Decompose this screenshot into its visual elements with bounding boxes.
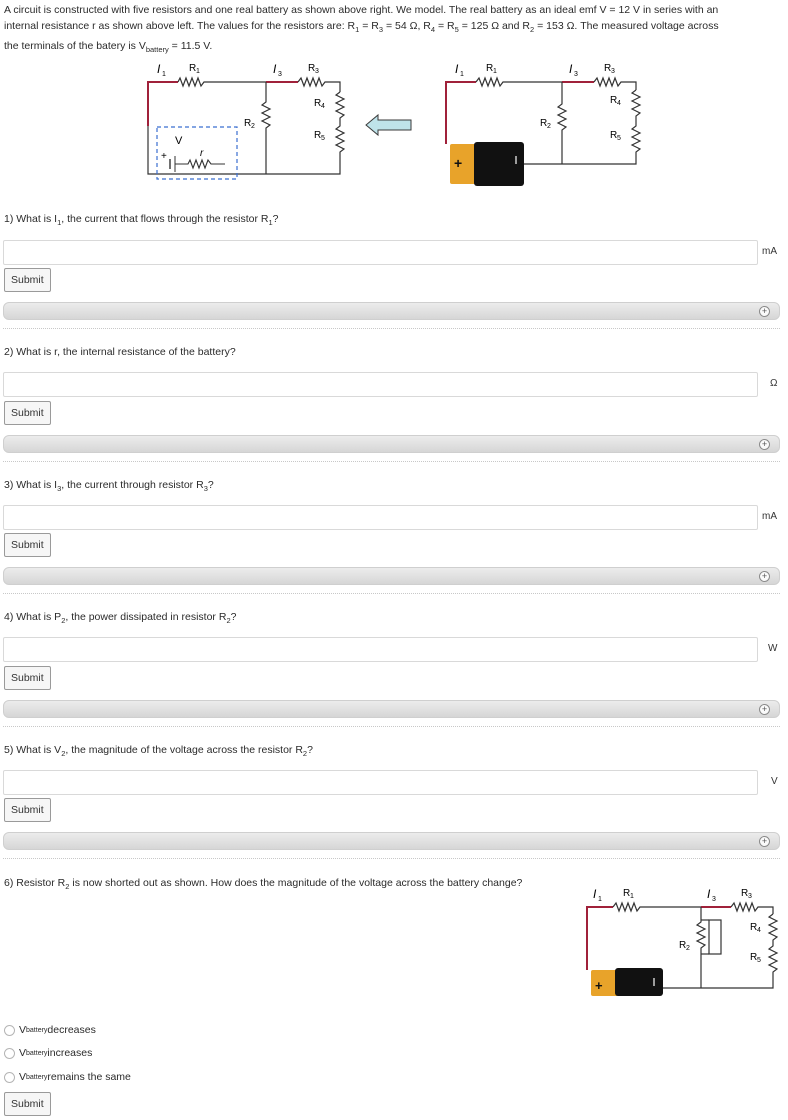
question-4-text: 4) What is $P_2$, the power dissipated in resistor $R_2$? bbox=[4, 611, 237, 626]
svg-text:R: R bbox=[604, 63, 612, 74]
svg-text:3: 3 bbox=[748, 893, 752, 900]
unit-label: mA bbox=[762, 511, 777, 522]
svg-text:+: + bbox=[595, 978, 603, 993]
hint-bar-2[interactable] bbox=[3, 435, 780, 453]
svg-text:R: R bbox=[314, 130, 322, 141]
question-3-text: 3) What is $I_3$, the current through resistor $R_3$? bbox=[4, 479, 214, 494]
svg-text:4: 4 bbox=[617, 100, 621, 107]
option-increases[interactable]: V battery increases bbox=[4, 1047, 92, 1059]
plus-circle-icon[interactable]: + bbox=[759, 439, 770, 450]
real-battery-box bbox=[157, 127, 237, 179]
divider bbox=[3, 328, 780, 329]
svg-text:R: R bbox=[623, 888, 631, 899]
svg-text:5: 5 bbox=[757, 957, 761, 964]
hint-bar-1[interactable] bbox=[3, 302, 780, 320]
plus-circle-icon[interactable]: + bbox=[759, 306, 770, 317]
divider bbox=[3, 461, 780, 462]
answer-1-input[interactable] bbox=[3, 240, 758, 265]
return-wire bbox=[148, 126, 266, 174]
hint-bar-3[interactable] bbox=[3, 567, 780, 585]
submit-button-5[interactable]: Submit bbox=[4, 798, 51, 822]
answer-3-input[interactable] bbox=[3, 505, 758, 530]
svg-text:1: 1 bbox=[196, 68, 200, 75]
option-remains-same[interactable]: V battery remains the same bbox=[4, 1071, 131, 1083]
svg-text:R: R bbox=[308, 63, 316, 74]
svg-text:R: R bbox=[750, 952, 758, 963]
svg-text:3: 3 bbox=[315, 68, 319, 75]
svg-text:I: I bbox=[593, 887, 597, 901]
svg-text:R: R bbox=[610, 130, 618, 141]
answer-2-input[interactable] bbox=[3, 372, 758, 397]
plus-circle-icon[interactable]: + bbox=[759, 571, 770, 582]
real-circuit-diagram bbox=[438, 56, 668, 191]
problem-statement: A circuit is constructed with five resistors and one real battery as shown above right. We model. The real battery as an ideal emf V = 12 V in series with an internal resistance r as shown above left. The values for the resistors are: $R_1 = R_3 = 54$ Ω, $R_4 = R_5 = 125$ Ω and $R_2 = 153$ Ω. The measured voltage across the terminals of the batery is $V_{battery} = 11.5$ V. bbox=[4, 4, 719, 55]
svg-text:R: R bbox=[189, 63, 197, 74]
svg-text:V: V bbox=[175, 135, 183, 147]
svg-text:R: R bbox=[750, 922, 758, 933]
short-wire bbox=[709, 920, 721, 954]
svg-text:r: r bbox=[200, 148, 204, 159]
unit-label: Ω bbox=[770, 378, 778, 389]
svg-text:1: 1 bbox=[630, 893, 634, 900]
svg-text:+: + bbox=[161, 151, 167, 162]
svg-text:I: I bbox=[707, 887, 711, 901]
divider bbox=[3, 726, 780, 727]
svg-text:2: 2 bbox=[686, 945, 690, 952]
svg-text:R: R bbox=[314, 98, 322, 109]
svg-text:3: 3 bbox=[611, 68, 615, 75]
divider bbox=[3, 858, 780, 859]
radio-icon[interactable] bbox=[4, 1072, 15, 1083]
plus-circle-icon[interactable]: + bbox=[759, 836, 770, 847]
svg-text:2: 2 bbox=[251, 123, 255, 130]
unit-label: mA bbox=[762, 246, 777, 257]
question-1-text: 1) What is $I_1$, the current that flows through the resistor $R_1$? bbox=[4, 213, 279, 228]
hint-bar-4[interactable] bbox=[3, 700, 780, 718]
svg-text:3: 3 bbox=[574, 71, 578, 78]
svg-text:R: R bbox=[486, 63, 494, 74]
model-circuit-diagram bbox=[140, 56, 360, 186]
svg-text:1: 1 bbox=[598, 896, 602, 903]
svg-text:R: R bbox=[540, 118, 548, 129]
svg-text:2: 2 bbox=[547, 123, 551, 130]
svg-text:I: I bbox=[569, 62, 573, 76]
svg-text:R: R bbox=[679, 940, 687, 951]
svg-text:1: 1 bbox=[460, 71, 464, 78]
svg-text:I: I bbox=[273, 62, 277, 76]
svg-text:3: 3 bbox=[712, 896, 716, 903]
svg-text:1: 1 bbox=[493, 68, 497, 75]
answer-4-input[interactable] bbox=[3, 637, 758, 662]
unit-label: W bbox=[768, 643, 778, 654]
unit-label: V bbox=[771, 776, 778, 787]
svg-text:4: 4 bbox=[757, 927, 761, 934]
question-5-text: 5) What is $V_2$, the magnitude of the voltage across the resistor $R_2$? bbox=[4, 744, 313, 759]
left-arrow-icon bbox=[365, 113, 413, 137]
svg-text:R: R bbox=[741, 888, 749, 899]
svg-text:I: I bbox=[455, 62, 459, 76]
svg-text:R: R bbox=[610, 95, 618, 106]
svg-text:4: 4 bbox=[321, 103, 325, 110]
radio-icon[interactable] bbox=[4, 1025, 15, 1036]
question-6-text: 6) Resistor $R_2$ is now shorted out as shown. How does the magnitude of the voltage across the battery change? bbox=[4, 877, 523, 892]
radio-icon[interactable] bbox=[4, 1048, 15, 1059]
submit-button-4[interactable]: Submit bbox=[4, 666, 51, 690]
answer-5-input[interactable] bbox=[3, 770, 758, 795]
shorted-circuit-diagram bbox=[583, 882, 783, 997]
submit-button-2[interactable]: Submit bbox=[4, 401, 51, 425]
svg-text:R: R bbox=[244, 118, 252, 129]
svg-text:1: 1 bbox=[162, 71, 166, 78]
plus-circle-icon[interactable]: + bbox=[759, 704, 770, 715]
submit-button-6[interactable]: Submit bbox=[4, 1092, 51, 1116]
svg-text:I: I bbox=[157, 62, 161, 76]
divider bbox=[3, 593, 780, 594]
hint-bar-5[interactable] bbox=[3, 832, 780, 850]
submit-button-1[interactable]: Submit bbox=[4, 268, 51, 292]
svg-text:+: + bbox=[454, 155, 463, 171]
question-2-text: 2) What is r, the internal resistance of the battery? bbox=[4, 346, 236, 358]
option-decreases[interactable]: V battery decreases bbox=[4, 1024, 96, 1036]
svg-text:5: 5 bbox=[321, 135, 325, 142]
svg-text:3: 3 bbox=[278, 71, 282, 78]
svg-text:5: 5 bbox=[617, 135, 621, 142]
submit-button-3[interactable]: Submit bbox=[4, 533, 51, 557]
